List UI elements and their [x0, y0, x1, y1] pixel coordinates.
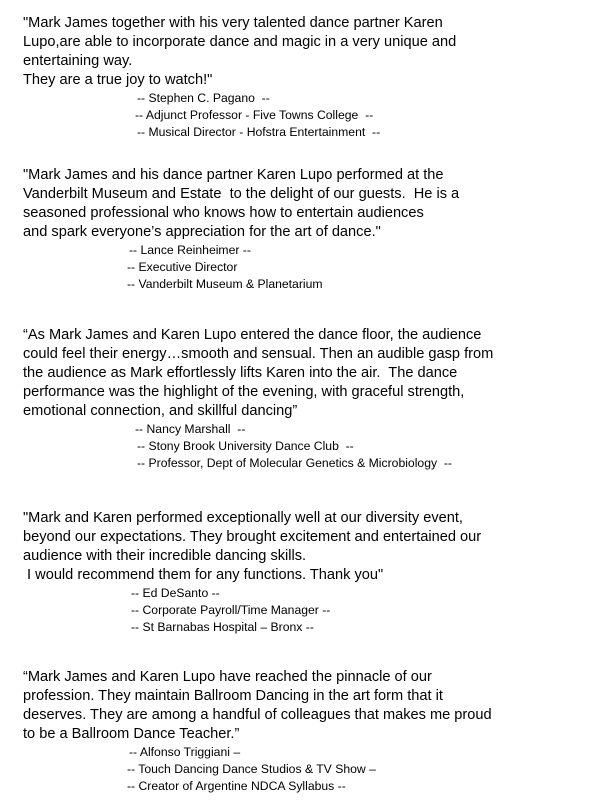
quote-line: “As Mark James and Karen Lupo entered the dance floor, the audience [23, 327, 482, 343]
testimonial-3 [23, 326, 608, 472]
quote-line: audience with their incredible dancing skills. [23, 548, 307, 564]
attribution-name: -- Stephen C. Pagano -- [137, 91, 270, 105]
quote-line: I would recommend them for any functions. Thank you" [23, 567, 384, 583]
attribution-org: -- Touch Dancing Dance Studios & TV Show – [127, 762, 376, 776]
attribution-name: -- Ed DeSanto -- [131, 586, 220, 600]
quote-line: "Mark James and his dance partner Karen Lupo performed at the [23, 167, 444, 183]
attribution-name: -- Alfonso Triggiani – [129, 745, 241, 759]
quote-line: "Mark and Karen performed exceptionally well at our diversity event, [23, 510, 463, 526]
attribution-title: -- Executive Director [127, 260, 238, 274]
attribution-title: -- Creator of Argentine NDCA Syllabus -- [127, 779, 346, 793]
quote-line: profession. They maintain Ballroom Dancing in the art form that it [23, 688, 443, 704]
testimonial-2 [23, 166, 608, 293]
quote-line: and spark everyone’s appreciation for the art of dance." [23, 224, 381, 240]
testimonial-1 [23, 14, 608, 141]
attribution-title: -- Corporate Payroll/Time Manager -- [131, 603, 331, 617]
quote-line: deserves. They are among a handful of colleagues that makes me proud [23, 707, 492, 723]
quote-line: seasoned professional who knows how to entertain audiences [23, 205, 424, 221]
testimonial-5 [23, 668, 608, 795]
quote-line: “Mark James and Karen Lupo have reached the pinnacle of our [23, 669, 432, 685]
quote-line: to be a Ballroom Dance Teacher.” [23, 726, 240, 742]
attribution-title: -- Adjunct Professor - Five Towns College -- [135, 108, 374, 122]
quote-line: They are a true joy to watch!" [23, 72, 213, 88]
attribution-name: -- Nancy Marshall -- [135, 422, 246, 436]
attribution-name: -- Lance Reinheimer -- [129, 243, 251, 257]
attribution-org: -- Musical Director - Hofstra Entertainment -- [137, 125, 381, 139]
quote-line: beyond our expectations. They brought excitement and entertained our [23, 529, 482, 545]
attribution-org: -- St Barnabas Hospital – Bronx -- [131, 620, 314, 634]
quote-line: Lupo,are able to incorporate dance and magic in a very unique and [23, 34, 457, 50]
quote-line: could feel their energy…smooth and sensual. Then an audible gasp from [23, 346, 494, 362]
quote-line: entertaining way. [23, 53, 133, 69]
quote-line: Vanderbilt Museum and Estate to the delight of our guests. He is a [23, 186, 460, 202]
attribution-org: -- Stony Brook University Dance Club -- [137, 439, 354, 453]
attribution-org: -- Vanderbilt Museum & Planetarium [127, 277, 323, 291]
quote-line: the audience as Mark effortlessly lifts Karen into the air. The dance [23, 365, 458, 381]
quote-line: "Mark James together with his very talented dance partner Karen [23, 15, 443, 31]
quote-line: performance was the highlight of the evening, with graceful strength, [23, 384, 465, 400]
quote-line: emotional connection, and skillful dancing” [23, 403, 298, 419]
testimonial-4 [23, 509, 608, 636]
attribution-title: -- Professor, Dept of Molecular Genetics & Microbiology -- [137, 456, 452, 470]
